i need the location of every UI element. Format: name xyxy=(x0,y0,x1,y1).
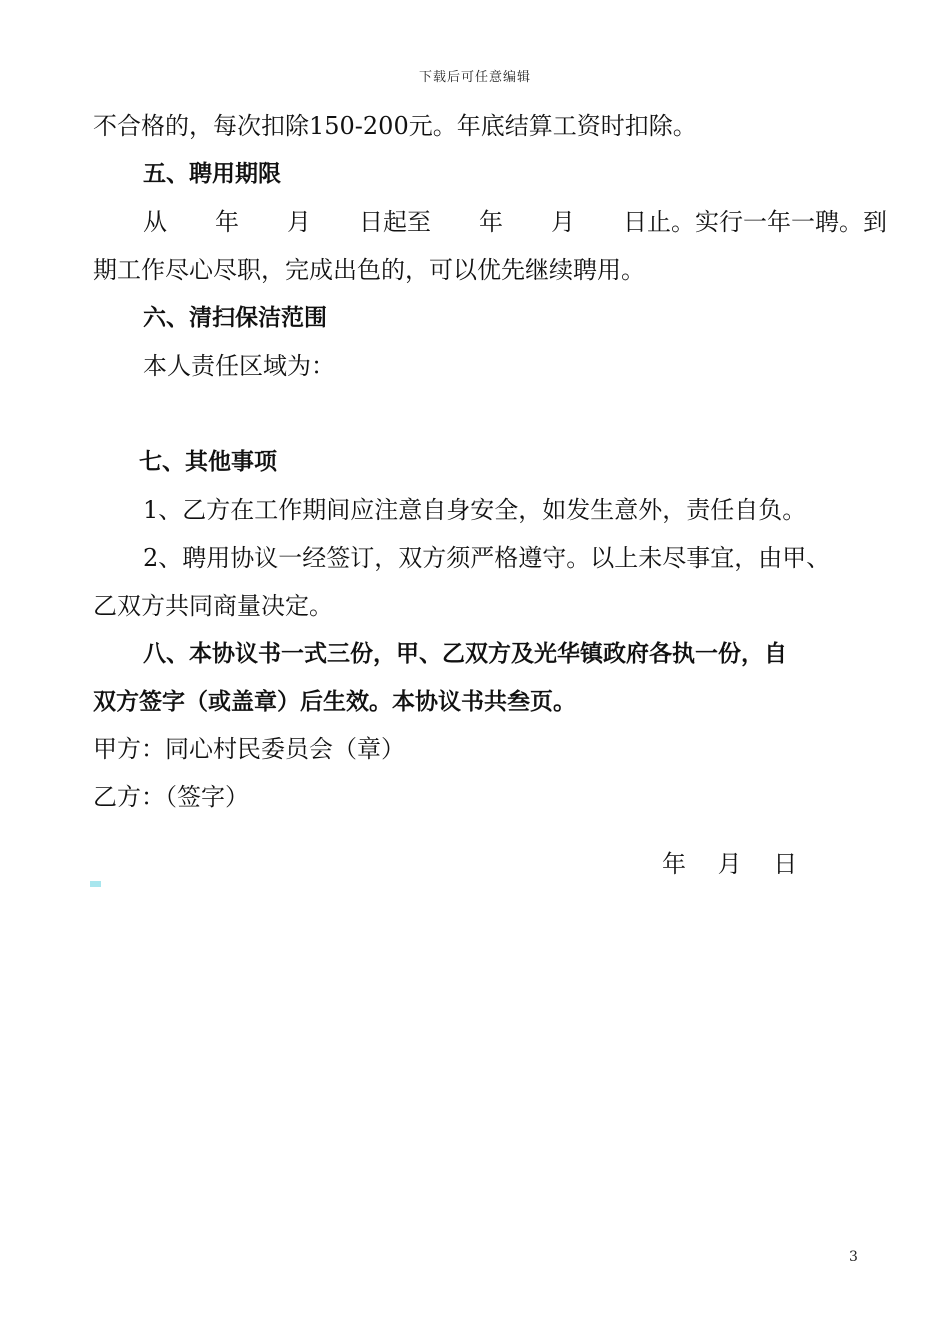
section-7-item-2-cont: 乙双方共同商量决定。 xyxy=(93,592,333,620)
section-7-item-2: 2、聘用协议一经签订，双方须严格遵守。以上未尽事宜，由甲、 xyxy=(143,544,831,572)
section-6-title: 六、清扫保洁范围 xyxy=(143,305,327,331)
page-number: 3 xyxy=(849,1249,858,1265)
party-b-signature: 乙方：（签字） xyxy=(93,783,249,811)
page-header: 下载后可任意编辑 xyxy=(418,70,531,85)
signature-date: 年 月 日 xyxy=(662,850,798,878)
section-8-line-1: 八、本协议书一式三份，甲、乙双方及光华镇政府各执一份，自 xyxy=(143,641,787,667)
section-5-line-1: 从 年 月 日起至 年 月 日止。实行一年一聘。到 xyxy=(143,208,887,236)
section-6-line-1: 本人责任区域为： xyxy=(143,352,335,380)
section-7-item-1: 1、乙方在工作期间应注意自身安全，如发生意外，责任自负。 xyxy=(143,496,807,524)
section-8-line-2: 双方签字（或盖章）后生效。本协议书共叁页。 xyxy=(93,689,576,715)
section-5-line-2: 期工作尽心尽职，完成出色的，可以优先继续聘用。 xyxy=(93,256,645,284)
body-line-deduction: 不合格的，每次扣除150-200元。年底结算工资时扣除。 xyxy=(93,112,697,140)
party-a-signature: 甲方：同心村民委员会（章） xyxy=(93,735,405,763)
cursor-marker xyxy=(90,881,101,887)
section-7-title: 七、其他事项 xyxy=(139,449,277,475)
section-5-title: 五、聘用期限 xyxy=(143,161,281,187)
